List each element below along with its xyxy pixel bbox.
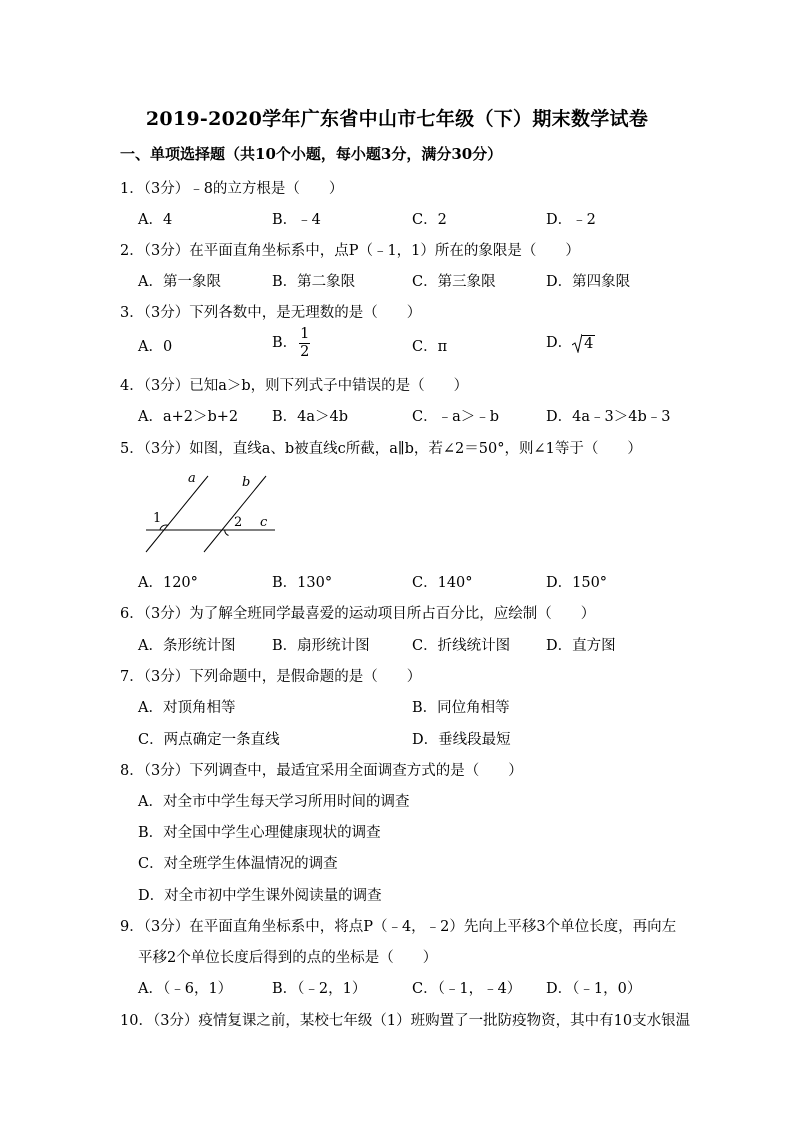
angle-2-arc [225,530,229,536]
question-7-option-d: D．垂线段最短 [412,732,511,748]
question-9-stem: 9．（3分）在平面直角坐标系中，将点P（﹣4，﹣2）先向上平移3个单位长度，再向左 [120,919,677,935]
fraction-denominator: 2 [300,343,310,360]
question-1-option-a: A．4 [138,212,173,228]
label-c: c [260,515,268,530]
question-9-option-a: A．（﹣6，1） [138,981,233,997]
question-6-option-b: B．扇形统计图 [272,638,370,654]
question-2-option-c: C．第三象限 [412,274,496,290]
question-9-stem-line-2: 平移2个单位长度后得到的点的坐标是（ ） [138,950,438,966]
question-4-option-a: A．a+2＞b+2 [138,409,239,425]
question-5-option-a: A．120° [138,575,198,591]
question-2-option-d: D．第四象限 [546,274,631,290]
question-9-option-d: D．（﹣1，0） [546,981,642,997]
question-8-option-c: C．对全班学生体温情况的调查 [138,856,338,872]
question-8-option-b: B．对全国中学生心理健康现状的调查 [138,825,381,841]
question-2-stem: 2．（3分）在平面直角坐标系中，点P（﹣1，1）所在的象限是（ ） [120,243,580,259]
question-3-option-b [272,327,310,359]
question-5-option-b: B．130° [272,575,333,591]
question-6-option-d: D．直方图 [546,638,616,654]
question-6-stem: 6．（3分）为了解全班同学最喜爱的运动项目所占百分比，应绘制（ ） [120,606,596,622]
label-angle-2: 2 [234,515,243,530]
radical-sign-icon [572,334,582,353]
line-b [204,476,266,552]
question-8-option-a: A．对全市中学生每天学习所用时间的调查 [138,794,410,810]
question-3-stem: 3．（3分）下列各数中，是无理数的是（ ） [120,305,422,321]
question-4-option-d: D．4a﹣3＞4b﹣3 [546,409,671,425]
label-angle-1: 1 [153,511,162,526]
question-1-option-d: D．﹣2 [546,212,596,228]
fraction-one-half [299,327,310,359]
question-5-stem: 5．（3分）如图，直线a、b被直线c所截，a∥b，若∠2＝50°，则∠1等于（ ） [120,441,642,457]
question-1-option-b: B．﹣4 [272,212,321,228]
question-10-stem: 10．（3分）疫情复课之前，某校七年级（1）班购置了一批防疫物资，其中有10支水银温 [120,1013,691,1029]
option-label: B． [272,335,298,351]
option-label: D． [546,335,573,351]
question-2-option-a: A．第一象限 [138,274,221,290]
question-1-stem: 1．（3分）﹣8的立方根是（ ） [120,181,344,197]
question-6-option-a: A．条形统计图 [138,638,236,654]
fraction-numerator: 1 [300,326,310,342]
question-9-option-c: C．（﹣1，﹣4） [412,981,522,997]
radicand: 4 [584,335,594,352]
question-5-option-c: C．140° [412,575,473,591]
label-a: a [188,471,196,486]
question-4-option-b: B．4a＞4b [272,409,349,425]
question-3-option-a: A．0 [138,339,173,355]
question-3-option-d [546,331,595,353]
question-8-option-d: D．对全市初中学生课外阅读量的调查 [138,888,382,904]
question-7-stem: 7．（3分）下列命题中，是假命题的是（ ） [120,669,422,685]
question-3-option-c: C．π [412,339,448,355]
question-7-option-c: C．两点确定一条直线 [138,732,280,748]
question-2-option-b: B．第二象限 [272,274,356,290]
question-9-option-b: B．（﹣2，1） [272,981,367,997]
question-7-option-a: A．对顶角相等 [138,700,236,716]
question-4-option-c: C．﹣a＞﹣b [412,409,500,425]
question-4-stem: 4．（3分）已知a＞b，则下列式子中错误的是（ ） [120,378,469,394]
label-b: b [242,475,251,490]
square-root [572,334,595,353]
question-5-option-d: D．150° [546,575,608,591]
question-7-option-b: B．同位角相等 [412,700,510,716]
parallel-lines-figure [138,468,283,556]
section-title: 一、单项选择题（共10个小题，每小题3分，满分30分） [120,145,503,163]
question-6-option-c: C．折线统计图 [412,638,511,654]
page-title: 2019-2020学年广东省中山市七年级（下）期末数学试卷 [145,108,649,130]
question-1-option-c: C．2 [412,212,447,228]
question-8-stem: 8．（3分）下列调查中，最适宜采用全面调查方式的是（ ） [120,763,523,779]
